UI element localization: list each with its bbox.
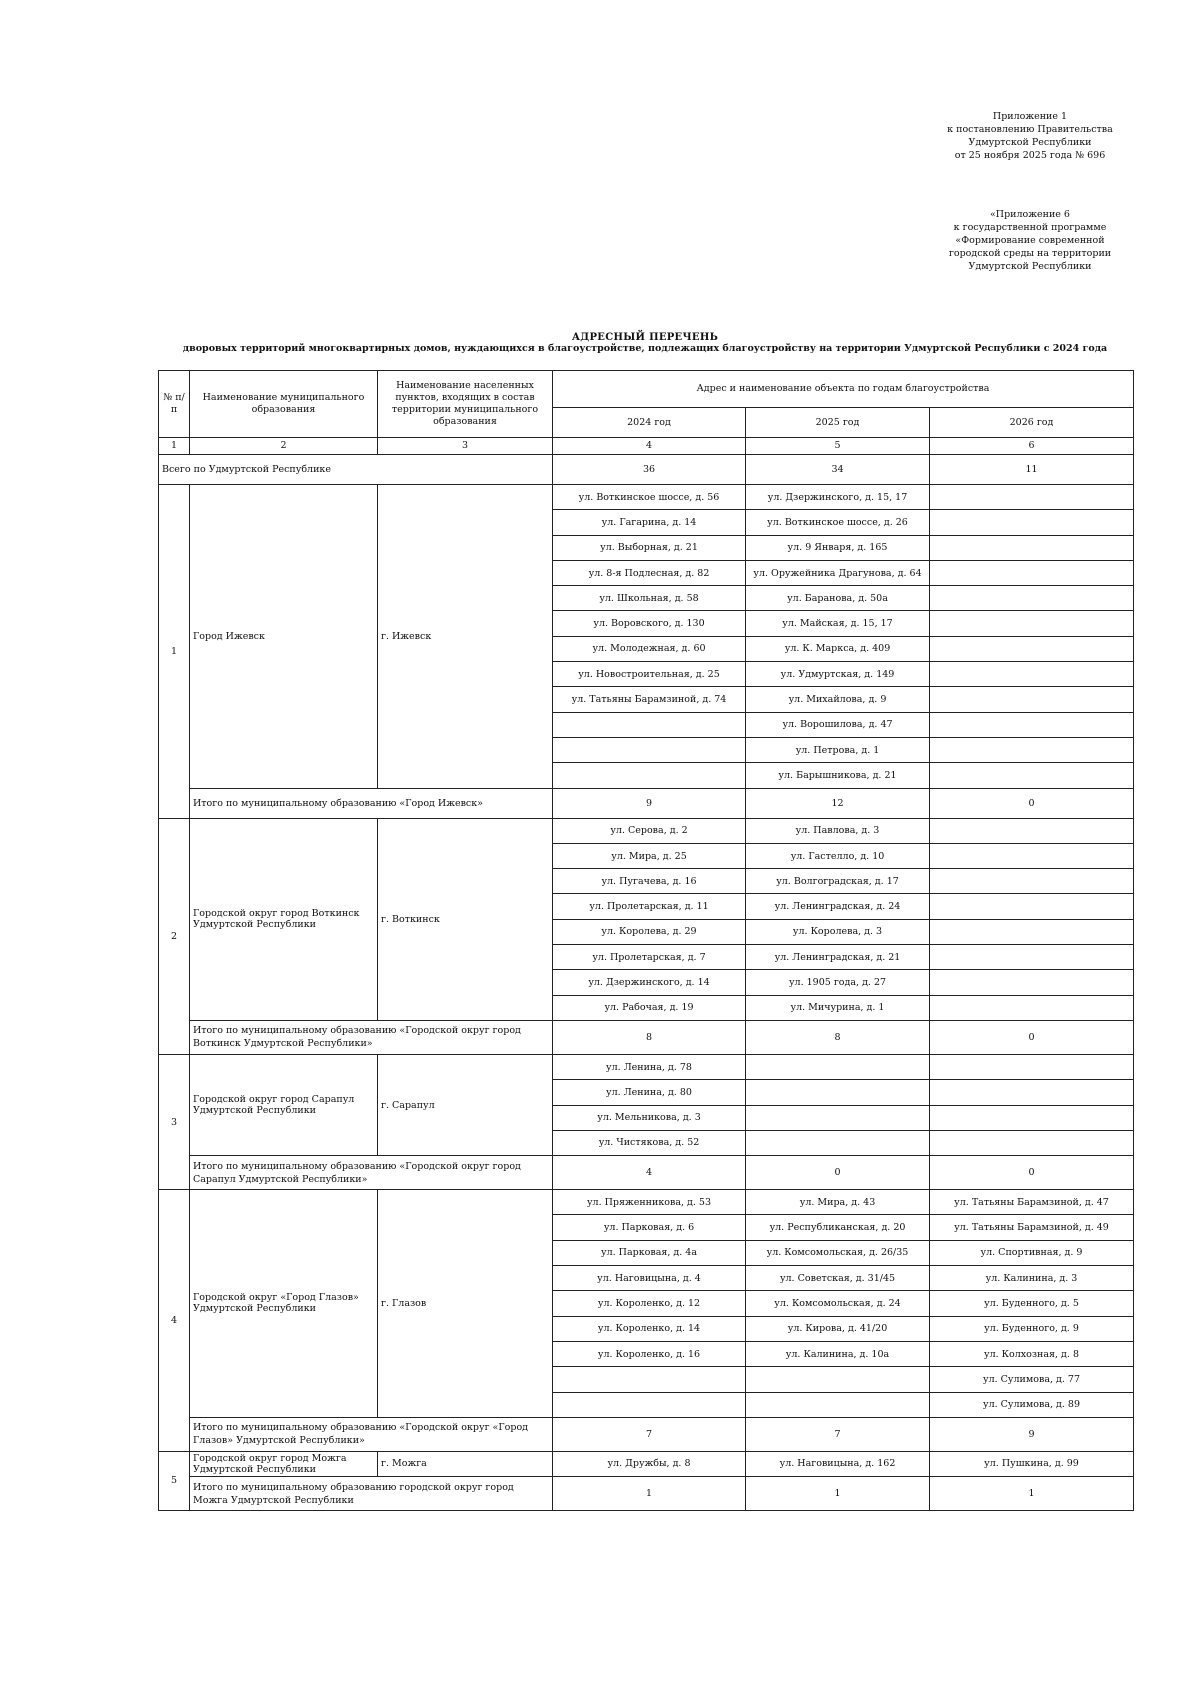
address-cell: ул. Дзержинского, д. 14 xyxy=(553,970,746,995)
header-year-2024: 2024 год xyxy=(553,408,746,438)
address-cell: ул. Майская, д. 15, 17 xyxy=(746,611,930,636)
address-cell: ул. Комсомольская, д. 26/35 xyxy=(746,1240,930,1265)
address-cell xyxy=(746,1367,930,1392)
address-cell xyxy=(553,763,746,788)
address-cell: ул. Петрова, д. 1 xyxy=(746,737,930,762)
address-cell xyxy=(930,712,1134,737)
settlement-name: г. Воткинск xyxy=(378,818,553,1020)
address-cell xyxy=(930,636,1134,661)
column-number: 3 xyxy=(378,438,553,455)
address-cell xyxy=(930,485,1134,510)
address-cell: ул. 8-я Подлесная, д. 82 xyxy=(553,560,746,585)
total-2025: 34 xyxy=(746,455,930,485)
settlement-name: г. Сарапул xyxy=(378,1054,553,1155)
address-cell: ул. Молодежная, д. 60 xyxy=(553,636,746,661)
address-cell xyxy=(930,919,1134,944)
subtotal-2026: 0 xyxy=(930,1156,1134,1190)
subtotal-row xyxy=(159,788,1134,818)
address-cell: ул. Мичурина, д. 1 xyxy=(746,995,930,1020)
appendix-1-line: к постановлению Правительства xyxy=(947,124,1113,135)
address-cell xyxy=(930,1130,1134,1155)
address-cell xyxy=(553,1392,746,1417)
column-number: 6 xyxy=(930,438,1134,455)
address-cell: ул. Сулимова, д. 89 xyxy=(930,1392,1134,1417)
address-cell: ул. Мира, д. 43 xyxy=(746,1190,930,1215)
address-cell: ул. Барышникова, д. 21 xyxy=(746,763,930,788)
address-cell: ул. Серова, д. 2 xyxy=(553,818,746,843)
address-list-table xyxy=(158,370,1134,1511)
table-row xyxy=(159,1451,1134,1476)
address-cell xyxy=(930,510,1134,535)
subtotal-row xyxy=(159,1156,1134,1190)
address-cell xyxy=(930,894,1134,919)
subtotal-2025: 12 xyxy=(746,788,930,818)
address-cell: ул. Татьяны Барамзиной, д. 74 xyxy=(553,687,746,712)
table-row xyxy=(159,818,1134,843)
appendix-6-line: Удмуртской Республики xyxy=(968,261,1092,272)
address-cell: ул. Ворошилова, д. 47 xyxy=(746,712,930,737)
subtotal-2026: 0 xyxy=(930,788,1134,818)
header-year-2026: 2026 год xyxy=(930,408,1134,438)
subtotal-2026: 0 xyxy=(930,1020,1134,1054)
appendix-6-line: городской среды на территории xyxy=(948,248,1112,259)
address-cell: ул. Буденного, д. 5 xyxy=(930,1291,1134,1316)
address-cell xyxy=(930,1105,1134,1130)
address-cell xyxy=(930,586,1134,611)
address-cell: ул. Рабочая, д. 19 xyxy=(553,995,746,1020)
address-cell xyxy=(930,535,1134,560)
section-number: 5 xyxy=(159,1451,190,1510)
municipality-name: Городской округ «Город Глазов» Удмуртской Республики xyxy=(190,1190,378,1418)
header-year-2025: 2025 год xyxy=(746,408,930,438)
subtotal-label: Итого по муниципальному образованию «Город Ижевск» xyxy=(190,788,553,818)
address-cell: ул. Комсомольская, д. 24 xyxy=(746,1291,930,1316)
table-row xyxy=(159,485,1134,510)
address-cell xyxy=(930,687,1134,712)
subtotal-2025: 0 xyxy=(746,1156,930,1190)
address-cell: ул. Советская, д. 31/45 xyxy=(746,1266,930,1291)
address-cell: ул. Наговицына, д. 4 xyxy=(553,1266,746,1291)
address-cell: ул. Удмуртская, д. 149 xyxy=(746,662,930,687)
total-2026: 11 xyxy=(930,455,1134,485)
address-cell: ул. Чистякова, д. 52 xyxy=(553,1130,746,1155)
address-cell xyxy=(553,1367,746,1392)
address-cell xyxy=(553,737,746,762)
document-title: АДРЕСНЫЙ ПЕРЕЧЕНЬ xyxy=(571,332,719,343)
address-cell xyxy=(746,1392,930,1417)
address-cell xyxy=(930,995,1134,1020)
subtotal-label: Итого по муниципальному образованию «Городской округ город Воткинск Удмуртской Республики» xyxy=(190,1020,553,1054)
address-cell: ул. Татьяны Барамзиной, д. 49 xyxy=(930,1215,1134,1240)
header-address-group: Адрес и наименование объекта по годам благоустройства xyxy=(553,371,1134,408)
address-cell: ул. Гастелло, д. 10 xyxy=(746,843,930,868)
address-cell: ул. Выборная, д. 21 xyxy=(553,535,746,560)
total-label: Всего по Удмуртской Республике xyxy=(159,455,553,485)
address-cell: ул. Спортивная, д. 9 xyxy=(930,1240,1134,1265)
address-cell: ул. Мельникова, д. 3 xyxy=(553,1105,746,1130)
address-cell: ул. Павлова, д. 3 xyxy=(746,818,930,843)
address-cell: ул. Баранова, д. 50а xyxy=(746,586,930,611)
address-cell xyxy=(930,763,1134,788)
address-cell: ул. Пушкина, д. 99 xyxy=(930,1451,1134,1476)
document-subtitle: дворовых территорий многоквартирных домов, нуждающихся в благоустройстве, подлежащих благоустройству на территории Удмуртской Республики с 2024 года xyxy=(182,343,1108,354)
subtotal-row xyxy=(159,1417,1134,1451)
subtotal-2024: 4 xyxy=(553,1156,746,1190)
subtotal-2025: 7 xyxy=(746,1417,930,1451)
subtotal-2026: 1 xyxy=(930,1477,1134,1511)
column-number: 1 xyxy=(159,438,190,455)
address-cell: ул. Ленина, д. 78 xyxy=(553,1054,746,1079)
address-cell: ул. Колхозная, д. 8 xyxy=(930,1341,1134,1366)
table-row xyxy=(159,1190,1134,1215)
address-cell: ул. Гагарина, д. 14 xyxy=(553,510,746,535)
address-cell: ул. 9 Января, д. 165 xyxy=(746,535,930,560)
address-cell xyxy=(930,945,1134,970)
subtotal-row xyxy=(159,1020,1134,1054)
address-cell xyxy=(930,818,1134,843)
column-number: 4 xyxy=(553,438,746,455)
address-cell: ул. Республиканская, д. 20 xyxy=(746,1215,930,1240)
appendix-1-line: от 25 ноября 2025 года № 696 xyxy=(954,150,1106,161)
address-cell: ул. Пролетарская, д. 11 xyxy=(553,894,746,919)
address-cell xyxy=(746,1080,930,1105)
appendix-1-line: Удмуртской Республики xyxy=(968,137,1092,148)
section-number: 3 xyxy=(159,1054,190,1189)
subtotal-label: Итого по муниципальному образованию «Городской округ «Город Глазов» Удмуртской Республики» xyxy=(190,1417,553,1451)
address-cell: ул. Короленко, д. 16 xyxy=(553,1341,746,1366)
address-cell: ул. Пролетарская, д. 7 xyxy=(553,945,746,970)
address-cell: ул. 1905 года, д. 27 xyxy=(746,970,930,995)
document-heading xyxy=(150,332,1140,354)
header-settlements: Наименование населенных пунктов, входящих в состав территории муниципального образования xyxy=(378,371,553,438)
address-cell: ул. Короленко, д. 14 xyxy=(553,1316,746,1341)
address-cell: ул. Ленина, д. 80 xyxy=(553,1080,746,1105)
appendix-1-note xyxy=(930,110,1130,162)
subtotal-label: Итого по муниципальному образованию городской округ город Можга Удмуртской Республики xyxy=(190,1477,553,1511)
address-cell xyxy=(746,1054,930,1079)
address-cell xyxy=(746,1130,930,1155)
address-cell: ул. Оружейника Драгунова, д. 64 xyxy=(746,560,930,585)
address-cell xyxy=(930,662,1134,687)
address-cell: ул. Михайлова, д. 9 xyxy=(746,687,930,712)
subtotal-2025: 1 xyxy=(746,1477,930,1511)
table-row xyxy=(159,1054,1134,1079)
address-cell: ул. Сулимова, д. 77 xyxy=(930,1367,1134,1392)
address-cell: ул. Пугачева, д. 16 xyxy=(553,869,746,894)
header-num: № п/п xyxy=(159,371,190,438)
address-cell: ул. Кирова, д. 41/20 xyxy=(746,1316,930,1341)
section-number: 2 xyxy=(159,818,190,1054)
address-cell xyxy=(930,970,1134,995)
address-cell: ул. Воровского, д. 130 xyxy=(553,611,746,636)
address-cell: ул. Королева, д. 3 xyxy=(746,919,930,944)
section-number: 1 xyxy=(159,485,190,819)
total-2024: 36 xyxy=(553,455,746,485)
settlement-name: г. Ижевск xyxy=(378,485,553,789)
appendix-1-line: Приложение 1 xyxy=(992,111,1068,122)
address-cell: ул. Дружбы, д. 8 xyxy=(553,1451,746,1476)
address-cell: ул. Воткинское шоссе, д. 56 xyxy=(553,485,746,510)
address-cell: ул. Школьная, д. 58 xyxy=(553,586,746,611)
address-cell: ул. Буденного, д. 9 xyxy=(930,1316,1134,1341)
address-cell: ул. Парковая, д. 4а xyxy=(553,1240,746,1265)
appendix-6-line: «Формирование современной xyxy=(955,235,1105,246)
subtotal-2024: 1 xyxy=(553,1477,746,1511)
subtotal-row xyxy=(159,1477,1134,1511)
address-cell: ул. Дзержинского, д. 15, 17 xyxy=(746,485,930,510)
settlement-name: г. Можга xyxy=(378,1451,553,1476)
address-cell: ул. Новостроительная, д. 25 xyxy=(553,662,746,687)
address-cell: ул. Ленинградская, д. 24 xyxy=(746,894,930,919)
address-cell: ул. Калинина, д. 3 xyxy=(930,1266,1134,1291)
address-cell xyxy=(746,1105,930,1130)
column-number: 5 xyxy=(746,438,930,455)
subtotal-2024: 7 xyxy=(553,1417,746,1451)
subtotal-2024: 9 xyxy=(553,788,746,818)
address-cell: ул. Воткинское шоссе, д. 26 xyxy=(746,510,930,535)
address-cell: ул. Парковая, д. 6 xyxy=(553,1215,746,1240)
address-cell: ул. Ленинградская, д. 21 xyxy=(746,945,930,970)
header-municipality: Наименование муниципального образования xyxy=(190,371,378,438)
subtotal-label: Итого по муниципальному образованию «Городской округ город Сарапул Удмуртской Республики» xyxy=(190,1156,553,1190)
address-cell xyxy=(930,737,1134,762)
appendix-6-note xyxy=(930,208,1130,273)
address-cell: ул. Волгоградская, д. 17 xyxy=(746,869,930,894)
address-cell xyxy=(930,560,1134,585)
municipality-name: Город Ижевск xyxy=(190,485,378,789)
address-cell: ул. Мира, д. 25 xyxy=(553,843,746,868)
subtotal-2024: 8 xyxy=(553,1020,746,1054)
address-cell xyxy=(930,611,1134,636)
municipality-name: Городской округ город Сарапул Удмуртской Республики xyxy=(190,1054,378,1155)
address-cell: ул. Короленко, д. 12 xyxy=(553,1291,746,1316)
address-cell: ул. Наговицына, д. 162 xyxy=(746,1451,930,1476)
appendix-6-line: к государственной программе xyxy=(953,222,1107,233)
address-cell xyxy=(930,869,1134,894)
settlement-name: г. Глазов xyxy=(378,1190,553,1418)
address-cell xyxy=(553,712,746,737)
total-row xyxy=(159,455,1134,485)
address-cell: ул. К. Маркса, д. 409 xyxy=(746,636,930,661)
address-cell xyxy=(930,1080,1134,1105)
address-cell xyxy=(930,843,1134,868)
address-cell: ул. Пряженникова, д. 53 xyxy=(553,1190,746,1215)
address-cell: ул. Татьяны Барамзиной, д. 47 xyxy=(930,1190,1134,1215)
subtotal-2026: 9 xyxy=(930,1417,1134,1451)
municipality-name: Городской округ город Воткинск Удмуртской Республики xyxy=(190,818,378,1020)
municipality-name: Городской округ город Можга Удмуртской Республики xyxy=(190,1451,378,1476)
subtotal-2025: 8 xyxy=(746,1020,930,1054)
address-cell: ул. Королева, д. 29 xyxy=(553,919,746,944)
appendix-6-line: «Приложение 6 xyxy=(990,209,1070,220)
address-cell xyxy=(930,1054,1134,1079)
section-number: 4 xyxy=(159,1190,190,1452)
address-cell: ул. Калинина, д. 10а xyxy=(746,1341,930,1366)
column-number: 2 xyxy=(190,438,378,455)
